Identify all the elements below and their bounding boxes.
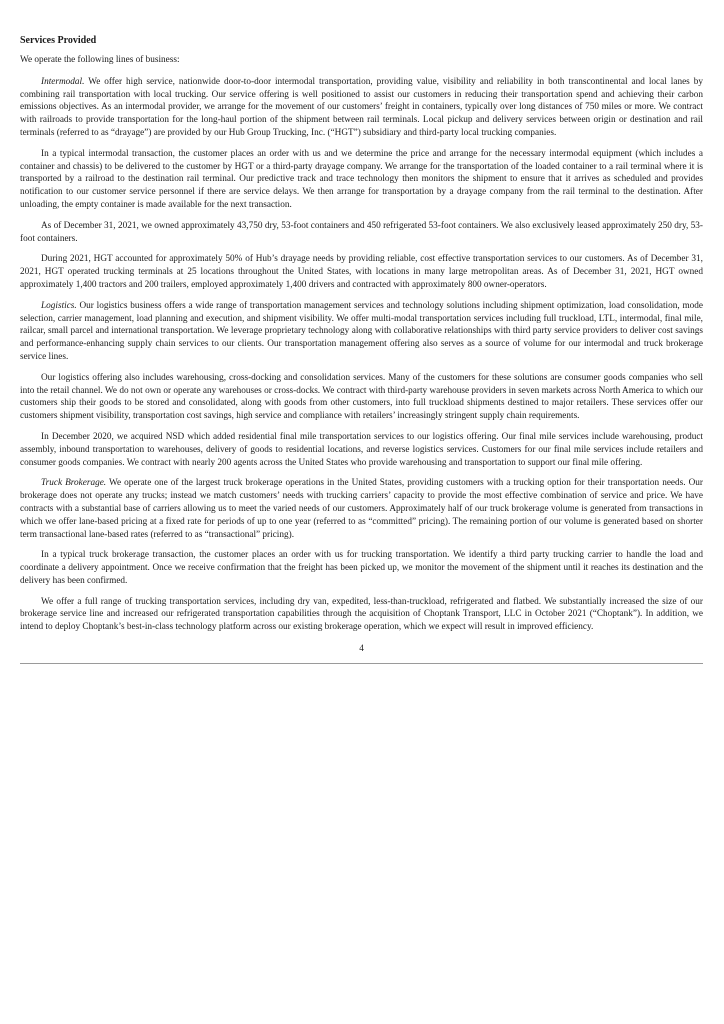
paragraph-lead: Intermodal. bbox=[41, 76, 85, 87]
paragraph-text: As of December 31, 2021, we owned approximately 43,750 dry, 53-foot containers and 450 refrigerated 53-foot containers. We also exclusively leased approximately 250 dry, 53-foot containers. bbox=[20, 220, 703, 244]
paragraph-text: We offer a full range of trucking transportation services, including dry van, expedited, less-than-truckload, refrigerated and flatbed. We substantially increased the size of our brokerage service line and increased our refrigerated transportation capabilities through the acquisition of Choptank Transport, LLC in October 2021 (“Choptank”). In addition, we intend to deploy Choptank’s best-in-class technology platform across our existing brokerage operation, which we expect will result in improved efficiency. bbox=[20, 596, 703, 633]
brokerage-transaction-paragraph bbox=[20, 549, 703, 587]
hgt-paragraph bbox=[20, 253, 703, 291]
intermodal-paragraph bbox=[20, 76, 703, 140]
logistics-paragraph bbox=[20, 300, 703, 364]
paragraph-text: In a typical intermodal transaction, the customer places an order with us and we determine the price and arrange for the necessary intermodal equipment (which includes a container and chassis) to be delivered to the customer by HGT or a third-party drayage company. We arrange for the transportation of the loaded container to a rail terminal where it is transported by a railroad to the destination rail terminal. Our predictive track and trace technology then monitors the shipment to ensure that it arrives as scheduled and provides notification to our customer service personnel if there are service delays. We then arrange for transportation by a drayage company from the rail terminal to the destination. After unloading, the empty container is made available for the next transaction. bbox=[20, 148, 703, 210]
section-title: Services Provided bbox=[20, 35, 97, 46]
containers-paragraph bbox=[20, 220, 703, 246]
warehousing-paragraph bbox=[20, 372, 703, 423]
trucking-services-paragraph bbox=[20, 596, 703, 634]
intermodal-transaction-paragraph bbox=[20, 148, 703, 212]
paragraph-text: Our logistics offering also includes warehousing, cross-docking and consolidation services. Many of the customers for these solutions are consumer goods companies who sell into the retail channel. We do not own or operate any warehouses or cross-docks. We contract with third-party warehouse providers in seven markets across North America to which our customers ship their goods to be stored and consolidated, along with goods from other customers, into full truckload shipments destined to major retailers. These services offer our customers shipment visibility, transportation cost savings, high service and compliance with retailers’ increasingly stringent supply chain requirements. bbox=[20, 372, 703, 422]
paragraph-text: We operate one of the largest truck brokerage operations in the United States, providing customers with a trucking option for their transportation needs. Our brokerage does not operate any trucks; instead we match customers’ needs with trucking carriers’ capacity to provide the most effective combination of service and price. We have contracts with a substantial base of carriers allowing us to meet the varied needs of our customers. Approximately half of our truck brokerage volume is generated from transactions in which we offer lane-based pricing at a fixed rate for periods of up to one year (referred to as “committed” pricing). The remaining portion of our volume is generated based on shorter term transactional lane-based rates (referred to as “transactional” pricing). bbox=[20, 478, 703, 540]
document-page bbox=[20, 34, 703, 664]
paragraph-lead: Logistics. bbox=[41, 300, 77, 311]
paragraph-text: In December 2020, we acquired NSD which added residential final mile transportation services to our logistics offering. Our final mile services include warehousing, product assembly, inbound transportation to warehouses, delivery of goods to residential locations, and reverse logistics services. Customers for our final mile services include retailers and consumer goods companies. We contract with nearly 200 agents across the United States who provide warehousing and transportation to support our final mile offering. bbox=[20, 431, 703, 468]
truck-brokerage-paragraph bbox=[20, 477, 703, 541]
paragraph-lead: Truck Brokerage. bbox=[41, 478, 107, 489]
paragraph-text: During 2021, HGT accounted for approximately 50% of Hub’s drayage needs by providing reliable, cost effective transportation services to our customers. As of December 31, 2021, HGT operated trucking terminals at 25 locations throughout the United States, with locations in many large metropolitan areas. As of December 31, 2021, HGT owned approximately 1,400 tractors and 200 trailers, employed approximately 1,400 drivers and contracted with approximately 800 owner-operators. bbox=[20, 254, 703, 290]
intro-paragraph: We operate the following lines of business: bbox=[20, 55, 180, 65]
footer-divider bbox=[20, 663, 703, 664]
paragraph-text: In a typical truck brokerage transaction, the customer places an order with us for trucking transportation. We identify a third party trucking carrier to handle the load and coordinate a delivery appointment. Once we receive confirmation that the freight has been picked up, we monitor the movement of the shipment until it reaches its destination and the delivery has been confirmed. bbox=[20, 550, 703, 586]
paragraph-text: We offer high service, nationwide door-to-door intermodal transportation, providing value, visibility and reliability in both transcontinental and local lanes by combining rail transportation with local trucking. Our service offering is well positioned to assist our customers in reducing their transportation spend and achieving their carbon emissions objectives. As an intermodal provider, we arrange for the movement of our customers’ freight in containers, typically over long distances of 750 miles or more. We contract with railroads to provide transportation for the long-haul portion of the shipment between rail terminals. Local pickup and delivery services between origin or destination and rail terminals (referred to as “drayage”) are provided by our Hub Group Trucking, Inc. (“HGT”) subsidiary and third-party local trucking companies. bbox=[20, 76, 703, 138]
nsd-paragraph bbox=[20, 431, 703, 469]
paragraph-text: Our logistics business offers a wide range of transportation management services and technology solutions including shipment optimization, load consolidation, mode selection, carrier management, load planning and execution, and shipment visibility. We offer multi-modal transportation services including full truckload, LTL, intermodal, final mile, railcar, small parcel and international transportation. We leverage proprietary technology along with collaborative relationships with third party service providers to deliver cost savings and performance-enhancing supply chain services to our clients. Our transportation management offering also serves as a source of volume for our intermodal and truck brokerage service lines. bbox=[20, 300, 703, 362]
page-number: 4 bbox=[359, 644, 364, 655]
